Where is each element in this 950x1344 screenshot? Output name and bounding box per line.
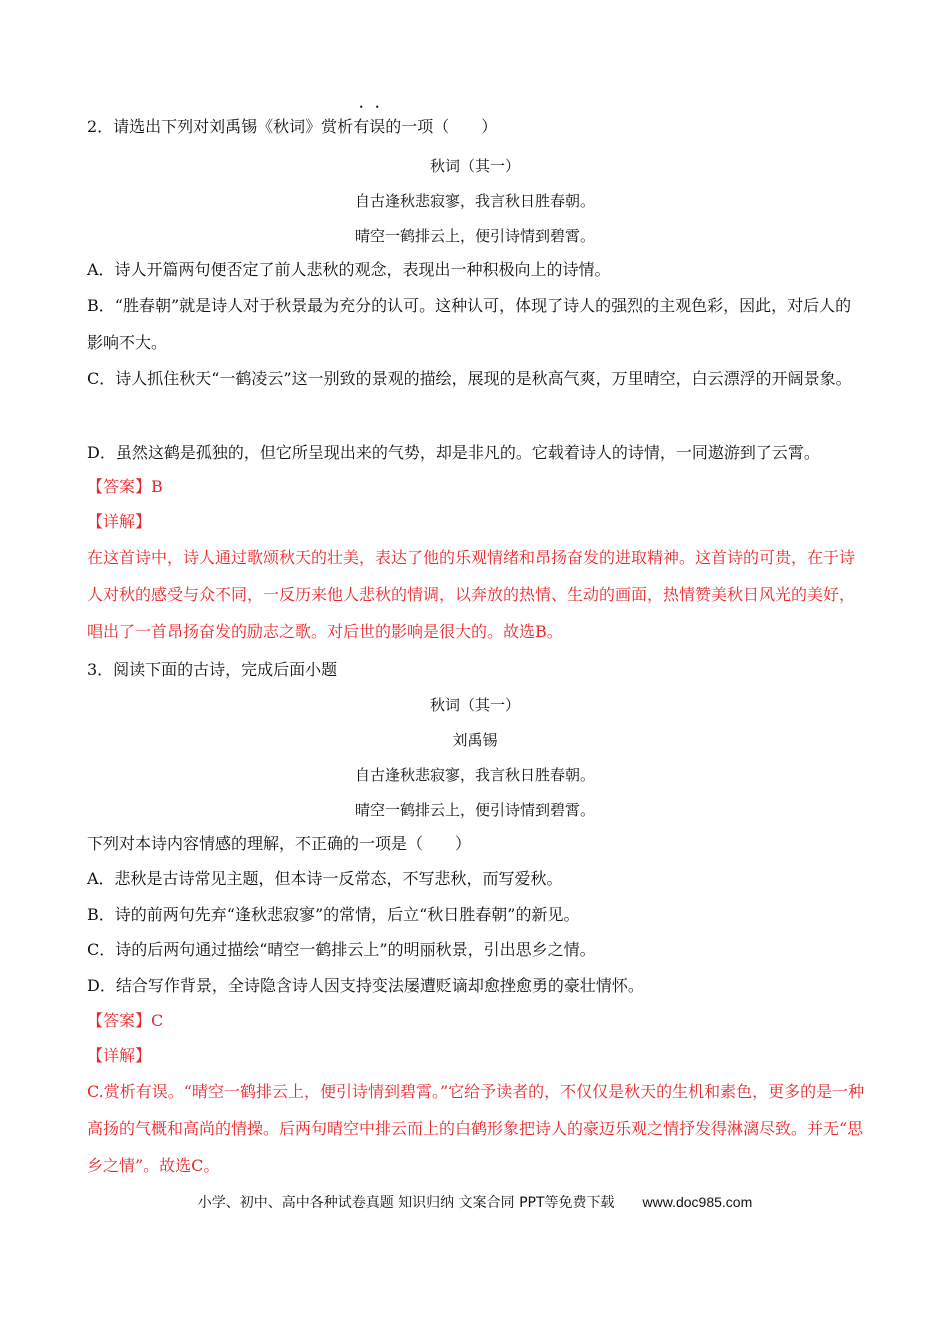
q3-detail-label: 【详解】 [87,1046,152,1065]
q3-option-b: B．诗的前两句先弃“逢秋悲寂寥”的常情，后立“秋日胜春朝”的新见。 [87,905,580,924]
q2-stem: 2．请选出下列对刘禹锡《秋词》赏析有误的一项（ ） [87,117,498,136]
q3-option-c: C．诗的后两句通过描绘“晴空一鹤排云上”的明丽秋景，引出思乡之情。 [87,940,596,959]
q3-poem-line2: 晴空一鹤排云上，便引诗情到碧霄。 [354,801,595,819]
q2-option-b: B．“胜春朝”就是诗人对于秋景最为充分的认可。这种认可，体现了诗人的强烈的主观色彩，因此，对后人的影响不大。 [87,296,852,352]
q2-poem-line1: 自古逢秋悲寂寥，我言秋日胜春朝。 [354,192,595,210]
q2-option-a: A．诗人开篇两句便否定了前人悲秋的观念，表现出一种积极向上的诗情。 [87,260,611,279]
q3-stem: 3．阅读下面的古诗，完成后面小题 [87,660,338,679]
q3-poem-title: 秋词（其一） [429,696,520,714]
answer-value: B [151,477,163,496]
emphasis-dot: 有 [353,117,370,136]
q3-detail-text: C.赏析有误。“晴空一鹤排云上，便引诗情到碧霄。”它给予读者的，不仅仅是秋天的生机和素色，更多的是一种高扬的气概和高尚的情操。后两句晴空中排云而上的白鹤形象把诗人的豪迈乐观之情抒发得淋漓尽致。并无“思乡之情”。故选C。 [87,1082,865,1175]
q2-detail-text: 在这首诗中，诗人通过歌颂秋天的壮美，表达了他的乐观情绪和昂扬奋发的进取精神。这首诗的可贵，在于诗人对秋的感受与众不同，一反历来他人悲秋的情调，以奔放的热情、生动的画面，热情赞美秋日风光的美好，唱出了一首昂扬奋发的励志之歌。对后世的影响是很大的。故选B。 [87,548,856,641]
q3-option-d: D．结合写作背景，全诗隐含诗人因支持变法屡遭贬谪却愈挫愈勇的豪壮情怀。 [87,976,644,995]
q3-poem-author: 刘禹锡 [452,731,498,749]
q3-option-a: A．悲秋是古诗常见主题，但本诗一反常态，不写悲秋，而写爱秋。 [87,869,563,888]
answer-label: 【答案】 [87,1011,152,1030]
q2-option-c: C．诗人抓住秋天“一鹤凌云”这一别致的景观的描绘，展现的是秋高气爽，万里晴空，白云漂浮的开阔景象。 [87,369,852,388]
q2-poem-line2: 晴空一鹤排云上，便引诗情到碧霄。 [354,227,595,245]
emphasis-dot: 误 [369,117,386,136]
q3-answer [87,1011,163,1031]
answer-label: 【答案】 [87,477,152,496]
q3-question: 下列对本诗内容情感的理解，不正确的一项是（ ） [87,834,472,853]
q2-poem-title: 秋词（其一） [429,157,520,175]
answer-value: C [151,1011,164,1030]
footer-text: 小学、初中、高中各种试卷真题 知识归纳 文案合同 PPT等免费下载 [197,1195,615,1211]
footer [0,1192,950,1212]
q2-option-d: D．虽然这鹤是孤独的，但它所呈现出来的气势，却是非凡的。它载着诗人的诗情，一同遨游到了云霄。 [87,443,820,462]
q2-answer [87,477,163,497]
footer-url[interactable]: www.doc985.com [642,1194,753,1210]
q2-detail-label: 【详解】 [87,512,152,531]
q3-poem-line1: 自古逢秋悲寂寥，我言秋日胜春朝。 [354,766,595,784]
